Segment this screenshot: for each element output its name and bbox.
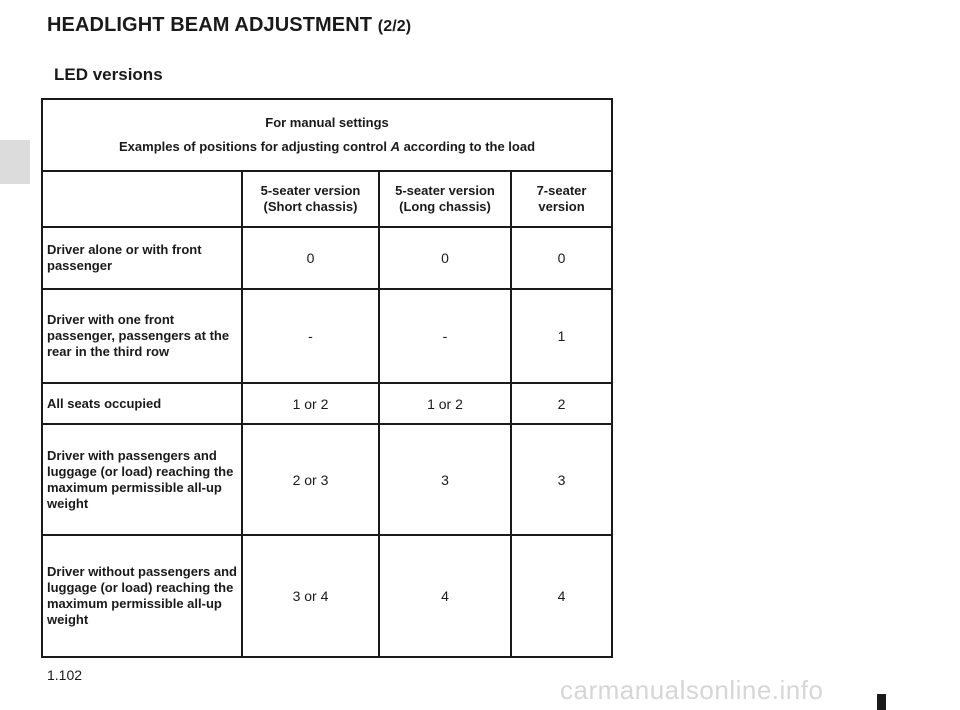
page-number: 1.102 (47, 667, 83, 683)
table-row (42, 424, 612, 535)
column-header-row (42, 171, 612, 227)
table-header-line-2 (43, 135, 611, 159)
row-label: Driver with passengers and luggage (or load) reaching the maximum permissible all-up weight (42, 424, 242, 535)
row-value: 4 (511, 535, 612, 657)
row-value: 0 (242, 227, 379, 289)
row-label: Driver alone or with front passenger (42, 227, 242, 289)
header-line-2-pre: Examples of positions for adjusting control (119, 139, 391, 154)
row-value: 3 (511, 424, 612, 535)
row-label: All seats occupied (42, 383, 242, 424)
row-value: - (242, 289, 379, 383)
table-row (42, 383, 612, 424)
row-label: Driver with one front passenger, passengers at the rear in the third row (42, 289, 242, 383)
section-title: LED versions (54, 65, 163, 84)
row-value: 4 (379, 535, 511, 657)
column-header-line-2: (Short chassis) (263, 199, 358, 214)
column-header-line-2: version (538, 199, 585, 214)
page-title (47, 14, 411, 37)
row-value: 1 (511, 289, 612, 383)
watermark: carmanualsonline.info (560, 675, 824, 705)
beam-adjustment-table (41, 98, 613, 658)
page-title-suffix: (2/2) (377, 18, 412, 35)
corner-mark (877, 694, 886, 710)
column-header-line-2: (Long chassis) (399, 199, 491, 214)
table-header-row (42, 99, 612, 171)
column-header-line-1: 5-seater version (260, 183, 361, 198)
row-value: 1 or 2 (379, 383, 511, 424)
column-header-empty (42, 171, 242, 227)
table-row (42, 289, 612, 383)
row-value: 0 (511, 227, 612, 289)
column-header (379, 171, 511, 227)
row-value: 3 (379, 424, 511, 535)
column-header (242, 171, 379, 227)
section-side-tab (0, 140, 30, 184)
row-value: 2 or 3 (242, 424, 379, 535)
row-value: 0 (379, 227, 511, 289)
column-header-line-1: 5-seater version (395, 183, 495, 198)
row-value: 1 or 2 (242, 383, 379, 424)
table-row (42, 535, 612, 657)
table-row (42, 227, 612, 289)
table-header-cell (42, 99, 612, 171)
table-header-line-1: For manual settings (265, 115, 389, 130)
column-header (511, 171, 612, 227)
row-label: Driver without passengers and luggage (or load) reaching the maximum permissible all-up weight (42, 535, 242, 657)
row-value: 2 (511, 383, 612, 424)
control-variable: A (390, 139, 400, 154)
row-value: - (379, 289, 511, 383)
column-header-line-1: 7-seater (536, 183, 587, 198)
page-title-text: HEADLIGHT BEAM ADJUSTMENT (47, 14, 373, 36)
header-line-2-post: according to the load (399, 139, 536, 154)
row-value: 3 or 4 (242, 535, 379, 657)
